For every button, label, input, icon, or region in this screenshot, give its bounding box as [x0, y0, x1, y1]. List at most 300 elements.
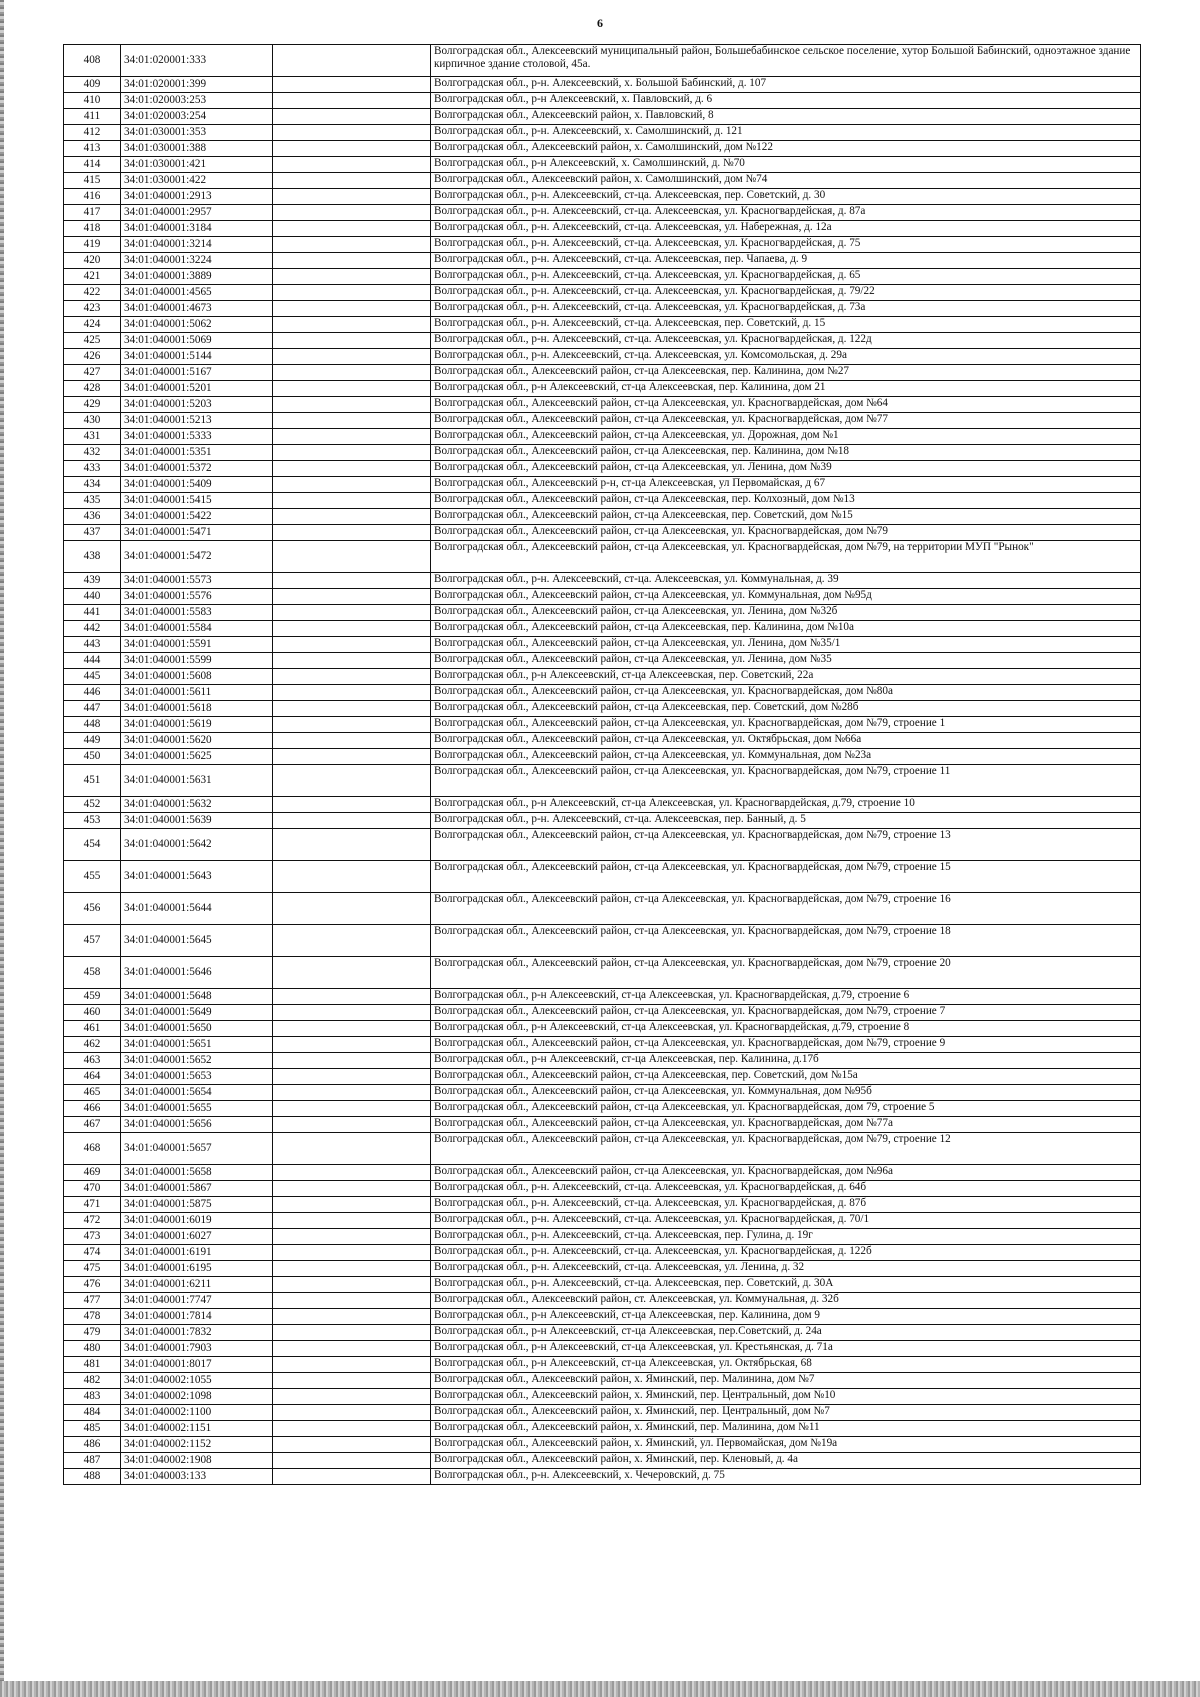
- row-number-cell: 488: [64, 1469, 121, 1485]
- empty-cell: [273, 1245, 431, 1261]
- cadastral-number-cell: 34:01:040001:5062: [121, 317, 273, 333]
- row-number-cell: 417: [64, 205, 121, 221]
- cadastral-number-cell: 34:01:040001:5631: [121, 765, 273, 797]
- cadastral-number-cell: 34:01:040001:5573: [121, 573, 273, 589]
- cadastral-number-cell: 34:01:040003:133: [121, 1469, 273, 1485]
- table-row: [64, 1037, 1141, 1053]
- row-number-cell: 435: [64, 493, 121, 509]
- row-number-cell: 410: [64, 93, 121, 109]
- cadastral-number-cell: 34:01:040001:2957: [121, 205, 273, 221]
- empty-cell: [273, 93, 431, 109]
- table-row: [64, 541, 1141, 573]
- empty-cell: [273, 365, 431, 381]
- address-cell: Волгоградская обл., р-н. Алексеевский, ст-ца. Алексеевская, ул. Красногвардейская, д. 65: [431, 269, 1141, 285]
- empty-cell: [273, 925, 431, 957]
- empty-cell: [273, 829, 431, 861]
- table-row: [64, 749, 1141, 765]
- row-number-cell: 475: [64, 1261, 121, 1277]
- cadastral-number-cell: 34:01:040001:5654: [121, 1085, 273, 1101]
- table-row: [64, 861, 1141, 893]
- table-row: [64, 1421, 1141, 1437]
- row-number-cell: 450: [64, 749, 121, 765]
- address-cell: Волгоградская обл., Алексеевский район, ст-ца Алексеевская, ул. Ленина, дом №35/1: [431, 637, 1141, 653]
- empty-cell: [273, 333, 431, 349]
- empty-cell: [273, 605, 431, 621]
- empty-cell: [273, 253, 431, 269]
- address-cell: Волгоградская обл., р-н. Алексеевский, х. Большой Бабинский, д. 107: [431, 77, 1141, 93]
- cadastral-number-cell: 34:01:040002:1100: [121, 1405, 273, 1421]
- table-row: [64, 1213, 1141, 1229]
- table-row: [64, 349, 1141, 365]
- empty-cell: [273, 621, 431, 637]
- empty-cell: [273, 157, 431, 173]
- address-cell: Волгоградская обл., Алексеевский муниципальный район, Большебабинское сельское поселение, хутор Большой Бабинский, одноэтажное здание кирпичное здание столовой, 45а.: [431, 45, 1141, 77]
- cadastral-number-cell: 34:01:040001:5658: [121, 1165, 273, 1181]
- empty-cell: [273, 573, 431, 589]
- cadastral-number-cell: 34:01:040001:5422: [121, 509, 273, 525]
- cadastral-number-cell: 34:01:040001:5576: [121, 589, 273, 605]
- empty-cell: [273, 749, 431, 765]
- table-row: [64, 1469, 1141, 1485]
- cadastral-number-cell: 34:01:040001:3224: [121, 253, 273, 269]
- row-number-cell: 421: [64, 269, 121, 285]
- cadastral-number-cell: 34:01:040001:5333: [121, 429, 273, 445]
- row-number-cell: 432: [64, 445, 121, 461]
- table-row: [64, 717, 1141, 733]
- empty-cell: [273, 173, 431, 189]
- cadastral-number-cell: 34:01:040001:5875: [121, 1197, 273, 1213]
- empty-cell: [273, 381, 431, 397]
- address-cell: Волгоградская обл., Алексеевский район, ст-ца Алексеевская, ул. Коммунальная, дом №23а: [431, 749, 1141, 765]
- address-cell: Волгоградская обл., Алексеевский район, ст-ца Алексеевская, ул. Коммунальная, дом №95б: [431, 1085, 1141, 1101]
- empty-cell: [273, 637, 431, 653]
- empty-cell: [273, 653, 431, 669]
- cadastral-number-cell: 34:01:020003:253: [121, 93, 273, 109]
- row-number-cell: 465: [64, 1085, 121, 1101]
- row-number-cell: 478: [64, 1309, 121, 1325]
- empty-cell: [273, 125, 431, 141]
- empty-cell: [273, 525, 431, 541]
- empty-cell: [273, 1213, 431, 1229]
- cadastral-number-cell: 34:01:040001:5144: [121, 349, 273, 365]
- empty-cell: [273, 1053, 431, 1069]
- table-row: [64, 813, 1141, 829]
- address-cell: Волгоградская обл., р-н. Алексеевский, ст-ца. Алексеевская, ул. Красногвардейская, д. 87а: [431, 205, 1141, 221]
- address-cell: Волгоградская обл., р-н Алексеевский, х. Самолшинский, д. №70: [431, 157, 1141, 173]
- address-cell: Волгоградская обл., р-н. Алексеевский, ст-ца. Алексеевская, пер. Банный, д. 5: [431, 813, 1141, 829]
- table-row: [64, 493, 1141, 509]
- address-cell: Волгоградская обл., Алексеевский район, ст-ца Алексеевская, ул. Красногвардейская, дом №79: [431, 525, 1141, 541]
- table-row: [64, 45, 1141, 77]
- table-row: [64, 1437, 1141, 1453]
- row-number-cell: 467: [64, 1117, 121, 1133]
- table-row: [64, 1341, 1141, 1357]
- cadastral-number-cell: 34:01:040001:5649: [121, 1005, 273, 1021]
- row-number-cell: 484: [64, 1405, 121, 1421]
- row-number-cell: 472: [64, 1213, 121, 1229]
- empty-cell: [273, 733, 431, 749]
- table-row: [64, 989, 1141, 1005]
- row-number-cell: 454: [64, 829, 121, 861]
- page-number: 6: [597, 16, 603, 30]
- table-row: [64, 1309, 1141, 1325]
- address-cell: Волгоградская обл., р-н. Алексеевский, х. Самолшинский, д. 121: [431, 125, 1141, 141]
- table-row: [64, 1325, 1141, 1341]
- row-number-cell: 428: [64, 381, 121, 397]
- row-number-cell: 449: [64, 733, 121, 749]
- table-row: [64, 1405, 1141, 1421]
- table-row: [64, 221, 1141, 237]
- table-row: [64, 1053, 1141, 1069]
- address-cell: Волгоградская обл., Алексеевский район, х. Яминский, пер. Кленовый, д. 4а: [431, 1453, 1141, 1469]
- table-row: [64, 1021, 1141, 1037]
- table-row: [64, 1277, 1141, 1293]
- table-row: [64, 893, 1141, 925]
- table-row: [64, 1293, 1141, 1309]
- cadastral-number-cell: 34:01:040001:7832: [121, 1325, 273, 1341]
- address-cell: Волгоградская обл., р-н. Алексеевский, ст-ца. Алексеевская, пер. Гулина, д. 19г: [431, 1229, 1141, 1245]
- address-cell: Волгоградская обл., Алексеевский район, х. Яминский, ул. Первомайская, дом №19а: [431, 1437, 1141, 1453]
- row-number-cell: 451: [64, 765, 121, 797]
- empty-cell: [273, 1389, 431, 1405]
- row-number-cell: 436: [64, 509, 121, 525]
- cadastral-number-cell: 34:01:040001:6191: [121, 1245, 273, 1261]
- address-cell: Волгоградская обл., Алексеевский район, х. Яминский, пер. Центральный, дом №10: [431, 1389, 1141, 1405]
- row-number-cell: 466: [64, 1101, 121, 1117]
- empty-cell: [273, 1293, 431, 1309]
- row-number-cell: 419: [64, 237, 121, 253]
- cadastral-number-cell: 34:01:040001:5591: [121, 637, 273, 653]
- address-cell: Волгоградская обл., Алексеевский район, х. Яминский, пер. Малинина, дом №11: [431, 1421, 1141, 1437]
- row-number-cell: 481: [64, 1357, 121, 1373]
- table-row: [64, 445, 1141, 461]
- row-number-cell: 486: [64, 1437, 121, 1453]
- address-cell: Волгоградская обл., Алексеевский р-н, ст-ца Алексеевская, ул Первомайская, д 67: [431, 477, 1141, 493]
- row-number-cell: 455: [64, 861, 121, 893]
- cadastral-number-cell: 34:01:040001:3889: [121, 269, 273, 285]
- address-cell: Волгоградская обл., р-н Алексеевский, ст-ца Алексеевская, ул. Крестьянская, д. 71а: [431, 1341, 1141, 1357]
- table-row: [64, 685, 1141, 701]
- address-cell: Волгоградская обл., Алексеевский район, ст-ца Алексеевская, ул. Красногвардейская, дом №79, на территории МУП "Рынок": [431, 541, 1141, 573]
- address-cell: Волгоградская обл., Алексеевский район, ст-ца Алексеевская, ул. Красногвардейская, дом №79, строение 12: [431, 1133, 1141, 1165]
- empty-cell: [273, 349, 431, 365]
- cadastral-number-cell: 34:01:040002:1908: [121, 1453, 273, 1469]
- empty-cell: [273, 541, 431, 573]
- address-cell: Волгоградская обл., Алексеевский район, х. Павловский, 8: [431, 109, 1141, 125]
- row-number-cell: 430: [64, 413, 121, 429]
- empty-cell: [273, 1197, 431, 1213]
- row-number-cell: 415: [64, 173, 121, 189]
- table-row: [64, 205, 1141, 221]
- address-cell: Волгоградская обл., Алексеевский район, ст-ца Алексеевская, ул. Красногвардейская, дом №79, строение 18: [431, 925, 1141, 957]
- empty-cell: [273, 989, 431, 1005]
- address-cell: Волгоградская обл., Алексеевский район, ст-ца Алексеевская, ул. Красногвардейская, дом №64: [431, 397, 1141, 413]
- table-row: [64, 189, 1141, 205]
- cadastral-number-cell: 34:01:040001:5201: [121, 381, 273, 397]
- row-number-cell: 468: [64, 1133, 121, 1165]
- empty-cell: [273, 1005, 431, 1021]
- cadastral-number-cell: 34:01:040001:5632: [121, 797, 273, 813]
- row-number-cell: 443: [64, 637, 121, 653]
- address-cell: Волгоградская обл., р-н Алексеевский, х. Павловский, д. 6: [431, 93, 1141, 109]
- cadastral-number-cell: 34:01:040001:5650: [121, 1021, 273, 1037]
- empty-cell: [273, 109, 431, 125]
- table-row: [64, 1261, 1141, 1277]
- empty-cell: [273, 589, 431, 605]
- address-cell: Волгоградская обл., Алексеевский район, ст-ца Алексеевская, ул. Красногвардейская, дом №79, строение 9: [431, 1037, 1141, 1053]
- row-number-cell: 418: [64, 221, 121, 237]
- address-cell: Волгоградская обл., р-н Алексеевский, ст-ца Алексеевская, ул. Октябрьская, 68: [431, 1357, 1141, 1373]
- table-row: [64, 701, 1141, 717]
- cadastral-number-cell: 34:01:040001:5611: [121, 685, 273, 701]
- address-cell: Волгоградская обл., Алексеевский район, ст-ца Алексеевская, ул. Красногвардейская, дом №79, строение 13: [431, 829, 1141, 861]
- cadastral-number-cell: 34:01:040001:8017: [121, 1357, 273, 1373]
- empty-cell: [273, 1277, 431, 1293]
- row-number-cell: 412: [64, 125, 121, 141]
- address-cell: Волгоградская обл., Алексеевский район, ст-ца Алексеевская, ул. Красногвардейская, дом №96а: [431, 1165, 1141, 1181]
- empty-cell: [273, 493, 431, 509]
- empty-cell: [273, 797, 431, 813]
- row-number-cell: 476: [64, 1277, 121, 1293]
- row-number-cell: 442: [64, 621, 121, 637]
- empty-cell: [273, 269, 431, 285]
- table-row: [64, 413, 1141, 429]
- empty-cell: [273, 1133, 431, 1165]
- empty-cell: [273, 1373, 431, 1389]
- address-cell: Волгоградская обл., Алексеевский район, ст-ца Алексеевская, ул. Дорожная, дом №1: [431, 429, 1141, 445]
- table-row: [64, 573, 1141, 589]
- address-cell: Волгоградская обл., Алексеевский район, ст-ца Алексеевская, ул. Красногвардейская, дом №80а: [431, 685, 1141, 701]
- row-number-cell: 470: [64, 1181, 121, 1197]
- row-number-cell: 479: [64, 1325, 121, 1341]
- row-number-cell: 473: [64, 1229, 121, 1245]
- address-cell: Волгоградская обл., р-н Алексеевский, ст-ца Алексеевская, пер. Калинина, дом 21: [431, 381, 1141, 397]
- address-cell: Волгоградская обл., Алексеевский район, ст-ца Алексеевская, ул. Красногвардейская, дом №79, строение 16: [431, 893, 1141, 925]
- table-row: [64, 765, 1141, 797]
- cadastral-number-cell: 34:01:040002:1152: [121, 1437, 273, 1453]
- row-number-cell: 422: [64, 285, 121, 301]
- row-number-cell: 441: [64, 605, 121, 621]
- table-row: [64, 237, 1141, 253]
- empty-cell: [273, 429, 431, 445]
- cadastral-number-cell: 34:01:040001:5642: [121, 829, 273, 861]
- table-row: [64, 1197, 1141, 1213]
- row-number-cell: 439: [64, 573, 121, 589]
- address-cell: Волгоградская обл., р-н Алексеевский, ст-ца Алексеевская, ул. Красногвардейская, д.79, строение 10: [431, 797, 1141, 813]
- address-cell: Волгоградская обл., Алексеевский район, ст-ца Алексеевская, пер. Советский, дом №28б: [431, 701, 1141, 717]
- table-row: [64, 77, 1141, 93]
- cadastral-number-cell: 34:01:040001:6027: [121, 1229, 273, 1245]
- empty-cell: [273, 477, 431, 493]
- empty-cell: [273, 509, 431, 525]
- address-cell: Волгоградская обл., Алексеевский район, ст-ца Алексеевская, ул. Коммунальная, дом №95д: [431, 589, 1141, 605]
- row-number-cell: 413: [64, 141, 121, 157]
- cadastral-number-cell: 34:01:040001:5213: [121, 413, 273, 429]
- row-number-cell: 437: [64, 525, 121, 541]
- table-row: [64, 285, 1141, 301]
- row-number-cell: 453: [64, 813, 121, 829]
- cadastral-number-cell: 34:01:040001:7814: [121, 1309, 273, 1325]
- address-cell: Волгоградская обл., р-н. Алексеевский, ст-ца. Алексеевская, ул. Красногвардейская, д. 75: [431, 237, 1141, 253]
- cadastral-number-cell: 34:01:040001:5619: [121, 717, 273, 733]
- row-number-cell: 446: [64, 685, 121, 701]
- table-row: [64, 829, 1141, 861]
- row-number-cell: 469: [64, 1165, 121, 1181]
- empty-cell: [273, 317, 431, 333]
- table-row: [64, 1453, 1141, 1469]
- address-cell: Волгоградская обл., р-н. Алексеевский, ст-ца. Алексеевская, ул. Красногвардейская, д. 70/1: [431, 1213, 1141, 1229]
- table-row: [64, 733, 1141, 749]
- cadastral-number-cell: 34:01:040001:5203: [121, 397, 273, 413]
- table-row: [64, 1373, 1141, 1389]
- table-row: [64, 669, 1141, 685]
- empty-cell: [273, 1421, 431, 1437]
- empty-cell: [273, 237, 431, 253]
- scan-edge: [0, 0, 4, 1697]
- row-number-cell: 459: [64, 989, 121, 1005]
- cadastral-number-cell: 34:01:040001:5646: [121, 957, 273, 989]
- empty-cell: [273, 1325, 431, 1341]
- table-row: [64, 333, 1141, 349]
- table-row: [64, 1229, 1141, 1245]
- cadastral-number-cell: 34:01:040001:5167: [121, 365, 273, 381]
- empty-cell: [273, 1085, 431, 1101]
- cadastral-number-cell: 34:01:040001:2913: [121, 189, 273, 205]
- table-row: [64, 1085, 1141, 1101]
- table-row: [64, 125, 1141, 141]
- empty-cell: [273, 701, 431, 717]
- address-cell: Волгоградская обл., р-н. Алексеевский, ст-ца. Алексеевская, ул. Красногвардейская, д. 73а: [431, 301, 1141, 317]
- cadastral-number-cell: 34:01:040001:3214: [121, 237, 273, 253]
- row-number-cell: 464: [64, 1069, 121, 1085]
- cadastral-number-cell: 34:01:020003:254: [121, 109, 273, 125]
- row-number-cell: 420: [64, 253, 121, 269]
- row-number-cell: 447: [64, 701, 121, 717]
- empty-cell: [273, 765, 431, 797]
- row-number-cell: 440: [64, 589, 121, 605]
- row-number-cell: 445: [64, 669, 121, 685]
- cadastral-number-cell: 34:01:040001:5351: [121, 445, 273, 461]
- address-cell: Волгоградская обл., Алексеевский район, ст-ца Алексеевская, пер. Советский, дом №15: [431, 509, 1141, 525]
- cadastral-number-cell: 34:01:040001:5651: [121, 1037, 273, 1053]
- cadastral-number-cell: 34:01:040001:5656: [121, 1117, 273, 1133]
- table-row: [64, 173, 1141, 189]
- empty-cell: [273, 1181, 431, 1197]
- address-cell: Волгоградская обл., р-н. Алексеевский, ст-ца. Алексеевская, пер. Советский, д. 30: [431, 189, 1141, 205]
- cadastral-number-cell: 34:01:040001:7747: [121, 1293, 273, 1309]
- address-cell: Волгоградская обл., Алексеевский район, ст-ца Алексеевская, ул. Красногвардейская, дом №77: [431, 413, 1141, 429]
- empty-cell: [273, 189, 431, 205]
- address-cell: Волгоградская обл., р-н Алексеевский, ст-ца Алексеевская, ул. Красногвардейская, д.79, строение 6: [431, 989, 1141, 1005]
- empty-cell: [273, 1101, 431, 1117]
- address-cell: Волгоградская обл., Алексеевский район, ст-ца Алексеевская, ул. Красногвардейская, дом №77а: [431, 1117, 1141, 1133]
- empty-cell: [273, 1309, 431, 1325]
- address-cell: Волгоградская обл., Алексеевский район, ст-ца Алексеевская, пер. Калинина, дом №18: [431, 445, 1141, 461]
- table-row: [64, 653, 1141, 669]
- row-number-cell: 444: [64, 653, 121, 669]
- table-row: [64, 397, 1141, 413]
- address-cell: Волгоградская обл., р-н. Алексеевский, ст-ца. Алексеевская, ул. Красногвардейская, д. 122б: [431, 1245, 1141, 1261]
- row-number-cell: 416: [64, 189, 121, 205]
- address-cell: Волгоградская обл., Алексеевский район, ст-ца Алексеевская, пер. Колхозный, дом №13: [431, 493, 1141, 509]
- row-number-cell: 433: [64, 461, 121, 477]
- table-row: [64, 1389, 1141, 1405]
- row-number-cell: 448: [64, 717, 121, 733]
- cadastral-number-cell: 34:01:040001:5599: [121, 653, 273, 669]
- table-row: [64, 1181, 1141, 1197]
- empty-cell: [273, 1165, 431, 1181]
- cadastral-number-cell: 34:01:040001:6019: [121, 1213, 273, 1229]
- row-number-cell: 429: [64, 397, 121, 413]
- table-row: [64, 1133, 1141, 1165]
- table-row: [64, 317, 1141, 333]
- cadastral-number-cell: 34:01:040001:6211: [121, 1277, 273, 1293]
- row-number-cell: 438: [64, 541, 121, 573]
- address-cell: Волгоградская обл., р-н Алексеевский, ст-ца Алексеевская, пер. Советский, 22а: [431, 669, 1141, 685]
- cadastral-number-cell: 34:01:040001:5409: [121, 477, 273, 493]
- row-number-cell: 424: [64, 317, 121, 333]
- address-cell: Волгоградская обл., Алексеевский район, ст-ца Алексеевская, ул. Ленина, дом №35: [431, 653, 1141, 669]
- row-number-cell: 452: [64, 797, 121, 813]
- cadastral-number-cell: 34:01:040001:5625: [121, 749, 273, 765]
- cadastral-number-cell: 34:01:040001:4673: [121, 301, 273, 317]
- address-cell: Волгоградская обл., Алексеевский район, ст-ца Алексеевская, пер. Калинина, дом №10а: [431, 621, 1141, 637]
- row-number-cell: 434: [64, 477, 121, 493]
- empty-cell: [273, 685, 431, 701]
- cadastral-number-cell: 34:01:040001:5645: [121, 925, 273, 957]
- address-cell: Волгоградская обл., р-н. Алексеевский, ст-ца. Алексеевская, пер. Советский, д. 30А: [431, 1277, 1141, 1293]
- address-cell: Волгоградская обл., Алексеевский район, х. Самолшинский, дом №122: [431, 141, 1141, 157]
- empty-cell: [273, 397, 431, 413]
- empty-cell: [273, 893, 431, 925]
- table-row: [64, 1117, 1141, 1133]
- address-cell: Волгоградская обл., Алексеевский район, х. Самолшинский, дом №74: [431, 173, 1141, 189]
- empty-cell: [273, 1437, 431, 1453]
- address-cell: Волгоградская обл., р-н. Алексеевский, ст-ца. Алексеевская, ул. Набережная, д. 12а: [431, 221, 1141, 237]
- cadastral-number-cell: 34:01:040001:5644: [121, 893, 273, 925]
- address-cell: Волгоградская обл., р-н Алексеевский, ст-ца Алексеевская, пер. Калинина, д.17б: [431, 1053, 1141, 1069]
- property-registry-table: [63, 44, 1141, 1485]
- cadastral-number-cell: 34:01:030001:353: [121, 125, 273, 141]
- table-row: [64, 429, 1141, 445]
- cadastral-number-cell: 34:01:040001:3184: [121, 221, 273, 237]
- row-number-cell: 411: [64, 109, 121, 125]
- address-cell: Волгоградская обл., Алексеевский район, ст-ца Алексеевская, ул. Красногвардейская, дом №79, строение 15: [431, 861, 1141, 893]
- table-row: [64, 637, 1141, 653]
- empty-cell: [273, 813, 431, 829]
- empty-cell: [273, 141, 431, 157]
- address-cell: Волгоградская обл., Алексеевский район, ст. Алексеевская, ул. Коммунальная, д. 32б: [431, 1293, 1141, 1309]
- row-number-cell: 463: [64, 1053, 121, 1069]
- address-cell: Волгоградская обл., Алексеевский район, ст-ца Алексеевская, пер. Советский, дом №15а: [431, 1069, 1141, 1085]
- empty-cell: [273, 1021, 431, 1037]
- cadastral-number-cell: 34:01:040001:5471: [121, 525, 273, 541]
- row-number-cell: 474: [64, 1245, 121, 1261]
- cadastral-number-cell: 34:01:040001:5639: [121, 813, 273, 829]
- address-cell: Волгоградская обл., Алексеевский район, х. Яминский, пер. Малинина, дом №7: [431, 1373, 1141, 1389]
- table-row: [64, 1101, 1141, 1117]
- table-row: [64, 461, 1141, 477]
- row-number-cell: 426: [64, 349, 121, 365]
- empty-cell: [273, 1261, 431, 1277]
- empty-cell: [273, 1357, 431, 1373]
- empty-cell: [273, 1037, 431, 1053]
- table-row: [64, 957, 1141, 989]
- table-row: [64, 525, 1141, 541]
- table-row: [64, 1357, 1141, 1373]
- table-row: [64, 141, 1141, 157]
- address-cell: Волгоградская обл., р-н Алексеевский, ст-ца Алексеевская, пер.Советский, д. 24а: [431, 1325, 1141, 1341]
